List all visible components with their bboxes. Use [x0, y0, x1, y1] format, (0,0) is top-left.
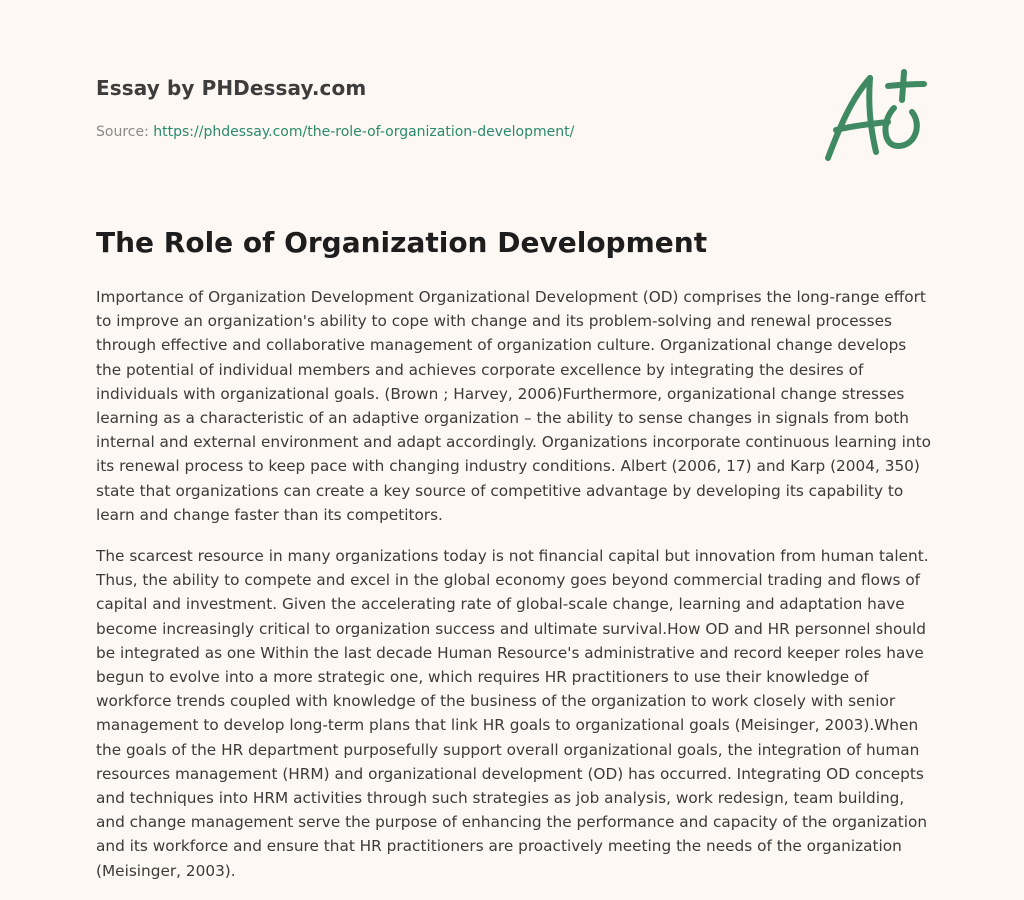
source-label: Source:	[96, 124, 149, 140]
source-line	[96, 124, 574, 140]
article-paragraph: The scarcest resource in many organizations today is not financial capital but innovation from human talent. Thus, the ability to compete and excel in the global economy goes beyond commercial trading and flows of capital and investment. Given the accelerating rate of global-scale change, learning and adaptation have become increasingly critical to organization success and ultimate survival.How OD and HR personnel should be integrated as one Within the last decade Human Resource's administrative and record keeper roles have begun to evolve into a more strategic one, which requires HR practitioners to use their knowledge of workforce trends coupled with knowledge of the business of the organization to work closely with senior management to develop long-term plans that link HR goals to organizational goals (Meisinger, 2003).When the goals of the HR department purposefully support overall organizational goals, the integration of human resources management (HRM) and organizational development (OD) has occurred. Integrating OD concepts and techniques into HRM activities through such strategies as job analysis, work redesign, team building, and change management serve the purpose of enhancing the performance and capacity of the organization and its workforce and ensure that HR practitioners are proactively meeting the needs of the organization (Meisinger, 2003).	[96, 547, 929, 880]
source-link[interactable]: https://phdessay.com/the-role-of-organization-development/	[153, 124, 575, 140]
site-brand: Essay by PHDessay.com	[96, 76, 367, 100]
article-paragraph: Importance of Organization Development Organizational Development (OD) comprises the long-range effort to improve an organization's ability to cope with change and its problem-solving and renewal processes through effective and collaborative management of organization culture. Organizational change develops the potential of individual members and achieves corporate excellence by integrating the desires of individuals with organizational goals. (Brown ; Harvey, 2006)Furthermore, organizational change stresses learning as a characteristic of an adaptive organization – the ability to sense changes in signals from both internal and external environment and adapt accordingly. Organizations incorporate continuous learning into its renewal process to keep pace with changing industry conditions. Albert (2006, 17) and Karp (2004, 350) state that organizations can create a key source of competitive advantage by developing its capability to learn and change faster than its competitors.	[96, 288, 931, 524]
article-title: The Role of Organization Development	[96, 226, 708, 259]
a-plus-logo-icon	[818, 68, 930, 164]
article-body	[96, 285, 932, 900]
